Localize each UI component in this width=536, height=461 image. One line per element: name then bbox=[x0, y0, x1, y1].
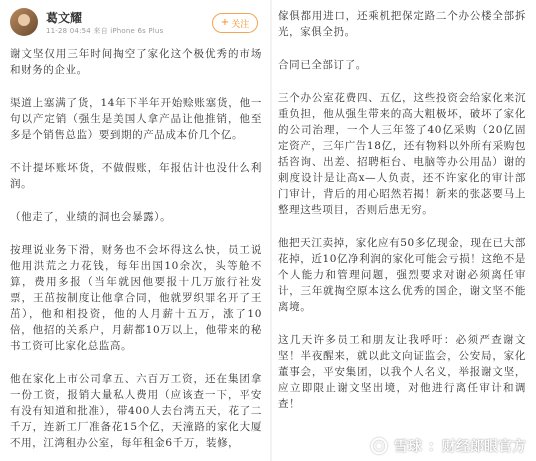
post-paragraph: 傢俱都用进口，还乘机把保定路二个办公楼全部拆光，家俱全扔。 bbox=[278, 10, 526, 38]
watermark-brand: 雪球 bbox=[394, 439, 422, 455]
watermark-account: ：财经郎眼官方 bbox=[428, 439, 526, 455]
post-paragraph: 他在家化上市公司拿五、六百万工资，还在集团拿一份工资，报销大量私人费用（应该查一下，平安有没有知道和批准），带400人去台湾五天，花了二千万，连新工厂准备花15个亿，天潼路的家化大厦不用，江湾租办公室，每年租金6千万，装修， bbox=[10, 373, 262, 449]
post-paragraph: （他走了，业绩的洞也会暴露）。 bbox=[10, 211, 172, 223]
post-paragraph: 三个办公室花费四、五亿，这些投资会给家化来沉重负担，他从强生带来的高大粗极坏，破坏了家化的公司治理，一个人三年签了40亿采购（20亿固定资产，三年广告18亿，还有物料以外所有采购包括咨询、出差、招聘柜台、电脑等办公用品）谢的刺度设计是让高x—人负责，还不许家化的审计部门审计，背后的用心昭然若揭！新来的张苾要马上整理这些项目，否则后患无穷。 bbox=[278, 92, 526, 216]
right-column bbox=[270, 0, 536, 461]
post-paragraph: 谢文坚仅用三年时间掏空了家化这个极优秀的市场和财务的企业。 bbox=[10, 48, 262, 76]
post-header bbox=[10, 8, 262, 44]
watermark bbox=[370, 436, 526, 456]
post-paragraph: 合同已全部订了。 bbox=[278, 59, 367, 71]
plus-icon: + bbox=[220, 17, 230, 28]
post-paragraph: 他把天江卖掉，家化应有50多亿现金，现在已大部花掉，近10亿净利润的家化可能会亏损！这绝不是个人能力和管理问题，强烈要求对谢必须离任审计，三年就掏空原本这么优秀的国企，谢文坚不能离境。 bbox=[278, 237, 526, 313]
post-paragraph: 渠道上塞满了货，14年下半年开始赊账塞货，他一句以产定销（强生是美国人拿产品让他推销，他至多是个销售总监）要到期的产品成本价几个亿。 bbox=[10, 97, 262, 141]
author-name[interactable]: 葛文耀 bbox=[46, 11, 83, 25]
post-paragraph: 不计提坏账坏货，不做假账，年报估计也没什么利润。 bbox=[10, 162, 262, 190]
follow-button[interactable] bbox=[212, 13, 258, 33]
follow-label: 关注 bbox=[231, 19, 250, 30]
author-avatar[interactable] bbox=[10, 8, 38, 36]
post-meta: 11-28 04:54 来自 iPhone 6s Plus bbox=[46, 27, 164, 35]
snowball-logo-icon bbox=[370, 437, 388, 455]
post-paragraph: 按理说业务下滑，财务也不会坏得这么快，员工说他用洪荒之力花钱，每年出国10余次，头等舱不算，费用多报（当年就因他要报十几万旅行社发票，王茁按制度让他拿合同，他就罗织罪名开了王茁），他和相投资，他的人月薪十五万，涨了10倍，他招的关系户，月薪都10万以上，他带来的秘书工资可比家化总监高。 bbox=[10, 244, 262, 352]
post-paragraph: 这几天许多员工和朋友让我呼吁：必须严查谢文坚！半夜醒来，就以此文向证监会，公安局，家化董事会，平安集团，以我个人名义，举报谢文坚，应立即限止谢文坚出境，对他进行离任审计和调查！ bbox=[278, 334, 526, 410]
